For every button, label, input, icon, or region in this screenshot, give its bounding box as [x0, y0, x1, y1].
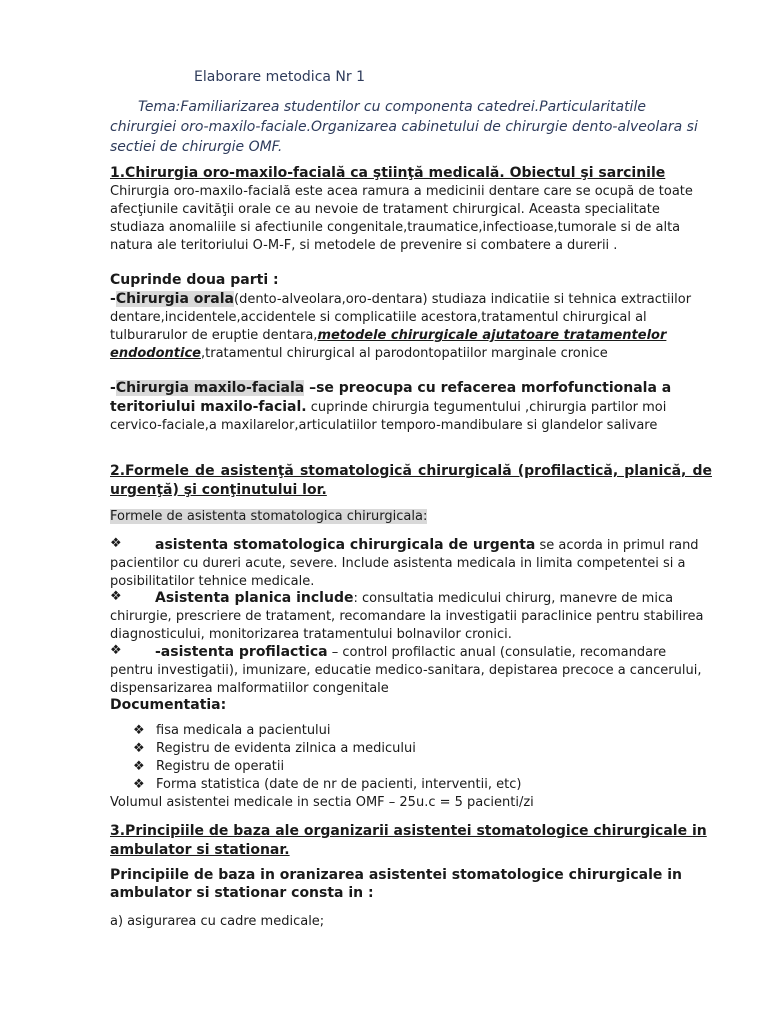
list-item: ❖ Forma statistica (date de nr de pacienti, interventii, etc): [133, 777, 522, 792]
list-item: ❖ Registru de evidenta zilnica a medicului: [133, 741, 416, 756]
profilactica-bold: -asistenta profilactica: [155, 644, 328, 660]
urgenta-paragraph: [110, 536, 712, 591]
cuprinde-heading: Cuprinde doua parti :: [110, 272, 279, 288]
orala-emphasis: metodele chirurgicale ajutatoare tratamentelor endodontice: [110, 328, 667, 361]
item-a: a) asigurarea cu cadre medicale;: [110, 914, 325, 929]
section1-heading: 1.Chirurgia oro-maxilo-facială ca ştiinţă medicală. Obiectul şi sarcinile: [110, 165, 666, 181]
profilactica-paragraph: [110, 643, 712, 698]
chirurgia-orala-term: Chirurgia orala: [115, 291, 234, 307]
principiile-heading: Principiile de baza in oranizarea asistentei stomatologice chirurgicale in ambulator si stationar consta in :: [110, 867, 682, 901]
orala-text-1: (dento-alveolara,oro-dentara) studiaza indicatiie si tehnica extractiilor dentare,incidentele,accidentele si complicatiile acestora,tratamentul chirurgical al tulburarulor de eruptie dentara,: [110, 292, 692, 343]
planica-paragraph: [110, 589, 712, 644]
volum-line: Volumul asistentei medicale in sectia OMF – 25u.c = 5 pacienti/zi: [110, 795, 534, 810]
chirurgia-orala-paragraph: [110, 290, 712, 363]
tema-paragraph: Tema:Familiarizarea studentilor cu componenta catedrei.Particularitatile chirurgiei oro-maxilo-faciale.Organizarea cabinetului de chirurgie dento-alveolara si sectiei de chirurgie OMF.: [110, 99, 698, 155]
list-item: ❖ fisa medicala a pacientului: [133, 723, 331, 738]
maxilo-text: cuprinde chirurgia tegumentului ,chirurgia partilor moi cervico-faciale,a maxilarelor,articulatiilor temporo-mandibulare si glandelor salivare: [110, 400, 667, 433]
orala-dash: -: [110, 291, 116, 307]
chirurgia-maxilo-term: Chirurgia maxilo-faciala: [115, 380, 305, 396]
diamond-bullet-icon: ❖: [110, 589, 122, 604]
urgenta-text: se acorda in primul rand pacientilor cu dureri acute, severe. Include asistenta medicala in limita competentei si a posibilitatilor tehnice medicale.: [110, 538, 699, 589]
section2-heading: 2.Formele de asistenţă stomatologică chirurgicală (profilactică, planică, de urgenţă) şi conţinutului lor.: [110, 463, 712, 498]
planica-bold: Asistenta planica include: [155, 590, 354, 606]
document-title: Elaborare metodica Nr 1: [194, 69, 366, 85]
maxilo-bold-text: –se preocupa cu refacerea morfofunctionala a teritoriului maxilo-facial.: [110, 380, 672, 415]
formele-label: [110, 508, 712, 526]
diamond-bullet-icon: ❖: [133, 777, 145, 792]
diamond-bullet-icon: ❖: [110, 536, 122, 551]
documentatia-list: [133, 722, 521, 794]
orala-text-2: ,tratamentul chirurgical al parodontopatiilor marginale cronice: [201, 346, 608, 361]
formele-highlight: Formele de asistenta stomatologica chirurgicala:: [110, 509, 428, 524]
planica-text: : consultatia medicului chirurg, manevre de mica chirurgie, prescriere de tratament, recomandare la investigatii paraclinice pentru stabilirea diagnosticului, monitorizarea tratamentului bolnavilor cronici.: [110, 591, 704, 642]
maxilo-dash: -: [110, 380, 116, 396]
diamond-bullet-icon: ❖: [133, 723, 145, 738]
documentatia-heading: Documentatia:: [110, 697, 227, 713]
chirurgia-maxilo-paragraph: [110, 379, 712, 435]
section1-paragraph: Chirurgia oro-maxilo-facială este acea ramura a medicinii dentare care se ocupă de toate afecţiunile cavităţii orale ce au nevoie de tratament chirurgical. Aceasta specialitate studiaza anomaliile si afectiunile congenitale,traumatice,infectioase,tumorale si de alta natura ale teritoriului O-M-F, si metodele de prevenire si combatere a durerii .: [110, 184, 693, 253]
urgenta-bold: asistenta stomatologica chirurgicala de urgenta: [155, 537, 536, 553]
list-item: ❖ Registru de operatii: [133, 759, 285, 774]
section3-heading: 3.Principiile de baza ale organizarii asistentei stomatologice chirurgicale in ambulator si stationar.: [110, 823, 707, 858]
diamond-bullet-icon: ❖: [133, 741, 145, 756]
diamond-bullet-icon: ❖: [133, 759, 145, 774]
diamond-bullet-icon: ❖: [110, 643, 122, 658]
profilactica-text: – control profilactic anual (consulatie, recomandare pentru investigatii), imunizare, educatie medico-sanitara, depistarea precoce a cancerului, dispensarizarea malformatiilor congenitale: [110, 645, 702, 696]
